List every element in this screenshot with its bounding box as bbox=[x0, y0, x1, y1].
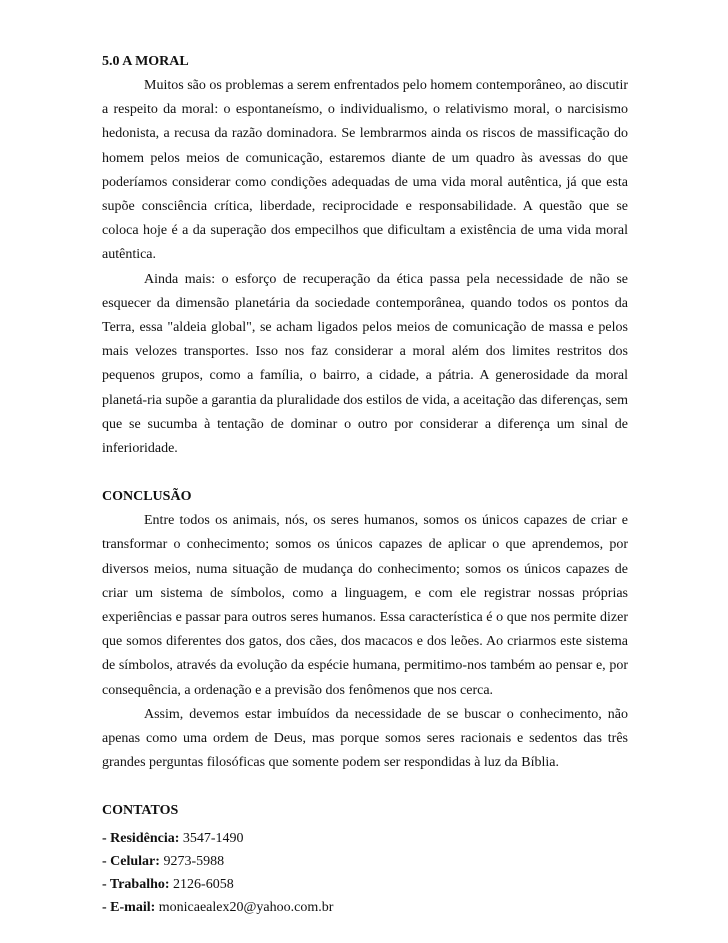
section-spacer bbox=[102, 775, 628, 799]
contact-residencia bbox=[102, 827, 628, 850]
section-heading-contatos: CONTATOS bbox=[102, 803, 179, 819]
contact-label: - E-mail: bbox=[102, 900, 156, 916]
contact-label: - Trabalho: bbox=[102, 877, 170, 893]
section-spacer bbox=[102, 461, 628, 485]
contact-value: monicaealex20@yahoo.com.br bbox=[158, 900, 334, 916]
section-conclusao bbox=[102, 485, 628, 775]
paragraph: Entre todos os animais, nós, os seres humanos, somos os únicos capazes de criar e transformar o conhecimento; somos os únicos capazes de aplicar o que aprendemos, por diversos meios, numa situação de mudança do conhecimento; somos os únicos capazes de criar um sistema de símbolos, como a linguagem, e com ele registrar nossas próprias experiências e passar para outros seres humanos. Essa característica é o que nos permite dizer que somos diferentes dos gatos, dos cães, dos macacos e dos leões. Ao criarmos este sistema de símbolos, através da evolução da espécie humana, permitimo-nos também ao pensar e, por consequência, a ordenação e a previsão dos fenômenos que nos cerca. bbox=[102, 513, 628, 698]
paragraph: Muitos são os problemas a serem enfrentados pelo homem contemporâneo, ao discutir a respeito da moral: o espontaneísmo, o individualismo, o relativismo moral, o narcisismo hedonista, a recusa da razão dominadora. Se lembrarmos ainda os riscos de massificação do homem pelos meios de comunicação, estaremos diante de um quadro às avessas do que poderíamos considerar como condições adequadas de uma vida moral autêntica, já que esta supõe consciência crítica, liberdade, reciprocidade e responsabilidade. A questão que se coloca hoje é a da superação dos empecilhos que dificultam a existência de uma vida moral autêntica. bbox=[102, 78, 628, 263]
section-contatos bbox=[102, 799, 628, 919]
document-page bbox=[102, 50, 628, 919]
section-heading-moral: 5.0 A MORAL bbox=[102, 54, 189, 69]
section-heading-conclusao: CONCLUSÃO bbox=[102, 489, 192, 505]
contact-value: 2126-6058 bbox=[173, 877, 234, 893]
paragraph: Assim, devemos estar imbuídos da necessidade de se buscar o conhecimento, não apenas como uma ordem de Deus, mas porque somos seres racionais e sedentos das três grandes perguntas filosóficas que somente podem ser respondidas à luz da Bíblia. bbox=[102, 706, 628, 771]
contact-value: 9273-5988 bbox=[163, 854, 225, 870]
contact-label: - Residência: bbox=[102, 831, 180, 847]
section-moral bbox=[102, 50, 628, 461]
contact-email bbox=[102, 896, 628, 919]
contact-label: - Celular: bbox=[102, 854, 160, 870]
contact-trabalho bbox=[102, 873, 628, 896]
paragraph: Ainda mais: o esforço de recuperação da ética passa pela necessidade de não se esquecer da dimensão planetária da sociedade contemporânea, quando todos os pontos da Terra, essa "aldeia global", se acham ligados pelos meios de comunicação de massa e pelos mais velozes transportes. Isso nos faz considerar a moral além dos limites restritos dos pequenos grupos, como a família, o bairro, a cidade, a pátria. A generosidade da moral planetá-ria supõe a garantia da pluralidade dos estilos de vida, a aceitação das diferenças, sem que se sucumba à tentação de dominar o outro por considerar a diferença um sinal de inferioridade. bbox=[102, 271, 628, 457]
contact-value: 3547-1490 bbox=[182, 831, 244, 847]
contact-celular bbox=[102, 850, 628, 873]
